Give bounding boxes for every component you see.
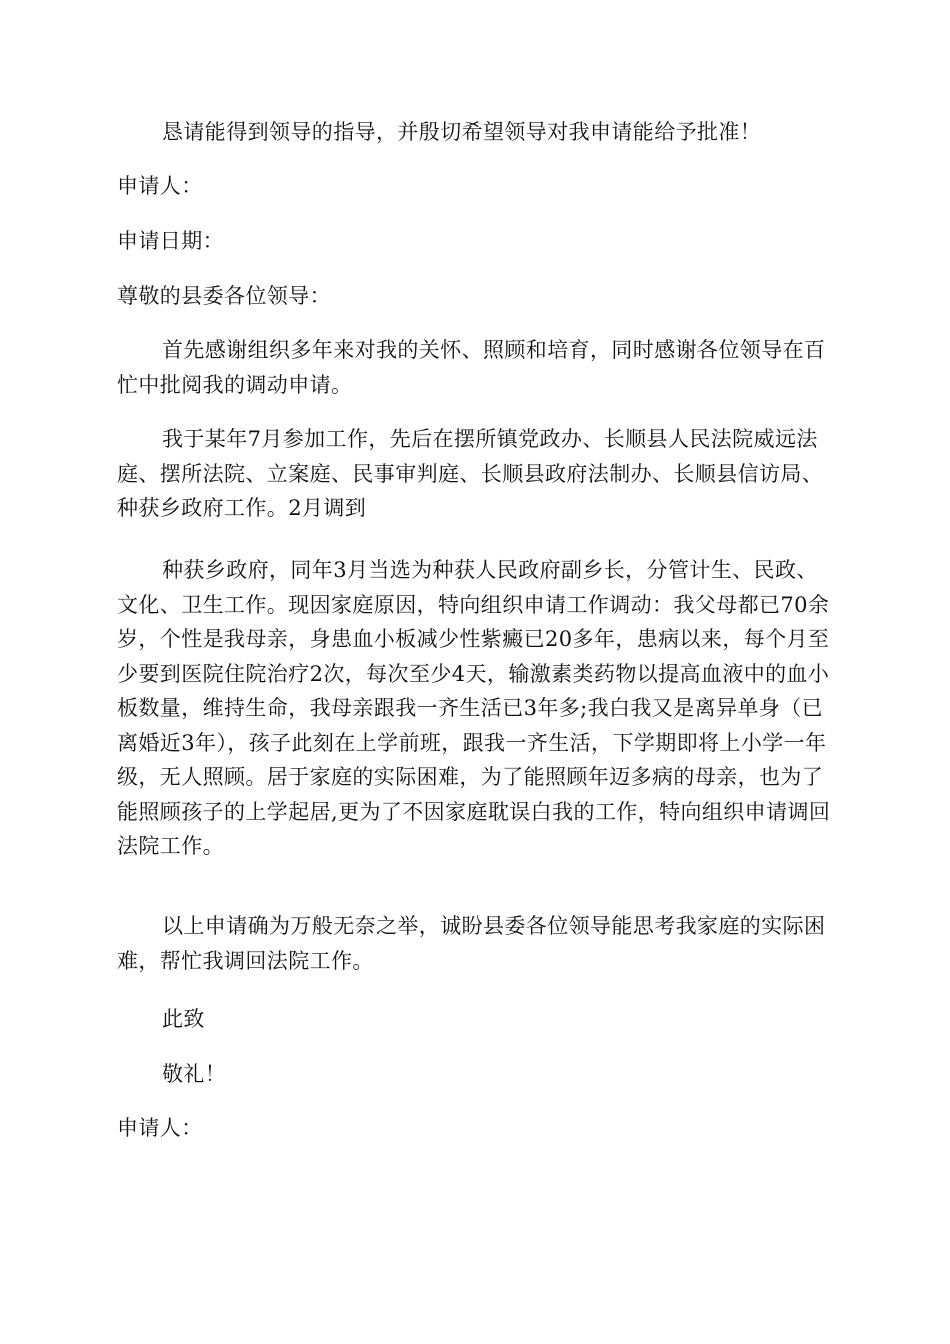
thanks-paragraph: 首先感谢组织多年来对我的关怀、照顾和培育，同时感谢各位领导在百忙中批阅我的调动申请。 [117, 338, 826, 397]
closing-cizhi: 此致 [162, 1007, 205, 1031]
family-reason-paragraph: 种获乡政府，同年3月当选为种获人民政府副乡长，分管计生、民政、文化、卫生工作。现因家庭原因，特向组织申请工作调动：我父母都已70余岁，个性是我母亲，身患血小板减少性紫癜已20多年，患病以来，每个月至少要到医院住院治疗2次，每次至少4天，输激素类药物以提高血液中的血小板数量，维持生命，我母亲跟我一齐生活已3年多;我白我又是离异单身（已离婚近3年），孩子此刻在上学前班，跟我一齐生活，下学期即将上小学一年级，无人照顾。居于家庭的实际困难，为了能照顾年迈多病的母亲，也为了能照顾孩子的上学起居,更为了不因家庭耽误白我的工作，特向组织申请调回法院工作。 [117, 558, 831, 858]
request-paragraph: 以上申请确为万般无奈之举，诚盼县委各位领导能思考我家庭的实际困难，帮忙我调回法院工作。 [117, 914, 826, 973]
closing-request-paragraph: 恳请能得到领导的指导，并殷切希望领导对我申请能给予批准！ [162, 120, 762, 144]
closing-jingli: 敬礼！ [162, 1062, 227, 1086]
application-date-label: 申请日期： [117, 229, 224, 253]
applicant-label: 申请人： [117, 174, 203, 198]
work-history-paragraph: 我于某年7月参加工作，先后在摆所镇党政办、长顺县人民法院威远法庭、摆所法院、立案庭、民事审判庭、长顺县政府法制办、长顺县信访局、种获乡政府工作。2月调到 [117, 427, 824, 520]
applicant-signature-label: 申请人： [117, 1116, 203, 1140]
salutation: 尊敬的县委各位领导： [117, 284, 331, 308]
